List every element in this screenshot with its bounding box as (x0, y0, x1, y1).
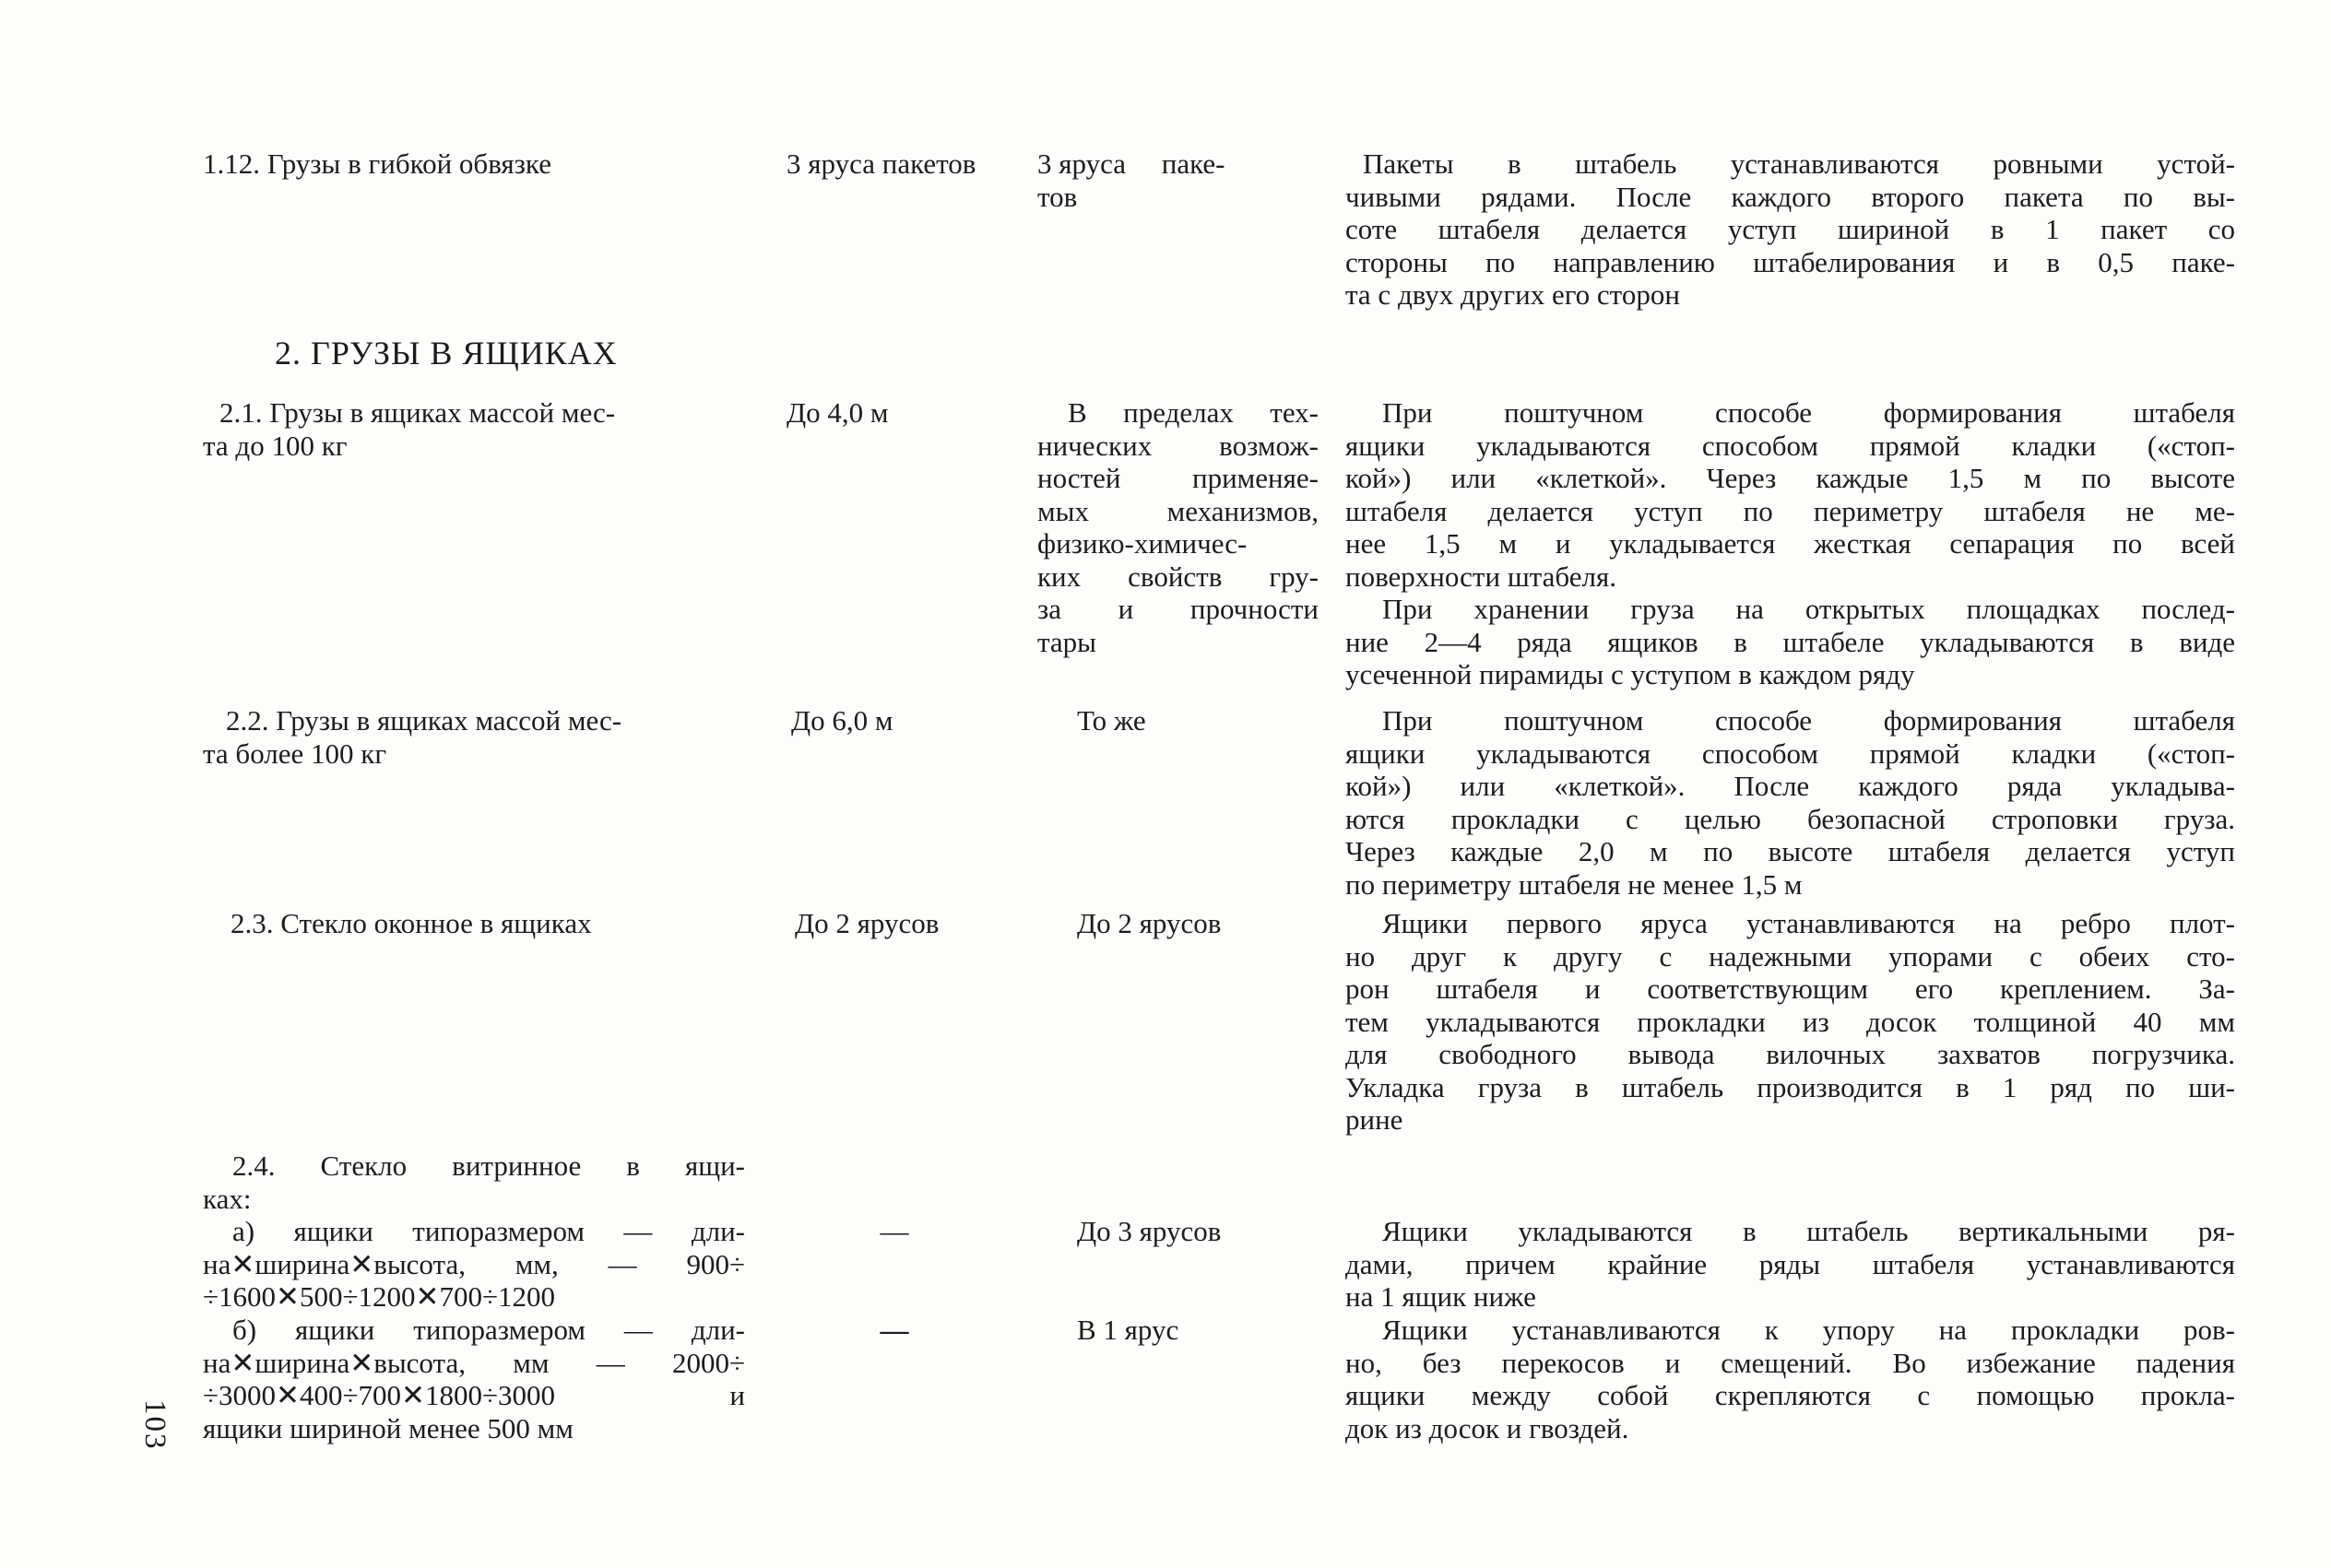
row-2-4b-stack-height-open: — (880, 1314, 909, 1346)
row-2-1-stack-height-open: До 4,0 м (787, 396, 889, 429)
row-1-12-stack-height-open: 3 яруса пакетов (787, 147, 976, 180)
row-2-3-stacking-method: Ящики первого яруса устанавливаются на ребро плот- но друг к другу с надежными упорами с обеих сто- рон штабеля и соответствующим его креплением. За- тем укладываются прокладки из досок толщиной 40 мм для свободного вывода вилочных захватов погрузчика. Укладка груза в штабель производится в 1 ряд по ши- рине (1345, 907, 2235, 1136)
row-2-1-stack-height-covered: В пределах тех- нических возмож- ностей применяе- мых механизмов, физико-химичес- ких свойств гру- за и прочности тары (1037, 396, 1319, 658)
row-2-4a-stack-height-open: — (880, 1215, 909, 1247)
row-2-4-cargo-name: 2.4. Стекло витринное в ящи- ках: (203, 1149, 745, 1215)
page-number: 103 (138, 1399, 172, 1451)
row-1-12-stacking-method: Пакеты в штабель устанавливаются ровными устой- чивыми рядами. После каждого второго пакета по вы- соте штабеля делается уступ шириной в 1 пакет со стороны по направлению штабелирования и в 0,5 паке- та с двух других его сторон (1345, 147, 2235, 311)
row-2-4a-stack-height-covered: До 3 ярусов (1077, 1215, 1222, 1247)
row-2-2-cargo-name: 2.2. Грузы в ящиках массой мес- та более 100 кг (203, 704, 622, 770)
row-2-2-stacking-method: При поштучном способе формирования штабеля ящики укладываются способом прямой кладки («стоп- кой») или «клеткой». После каждого ряда укладыва- ются прокладки с целью безопасной строповки груза. Через каждые 2,0 м по высоте штабеля делается уступ по периметру штабеля не менее 1,5 м (1345, 704, 2235, 901)
row-2-2-stack-height-open: До 6,0 м (791, 704, 893, 737)
row-2-1-cargo-name: 2.1. Грузы в ящиках массой мес- та до 100 кг (203, 396, 616, 462)
row-2-4a-stacking-method: Ящики укладываются в штабель вертикальными ря- дами, причем крайние ряды штабеля устанавливаются на 1 ящик ниже (1345, 1215, 2235, 1313)
row-2-4a-cargo-name: а) ящики типоразмером — дли- на✕ширина✕высота, мм, — 900÷ ÷1600✕500÷1200✕700÷1200 (203, 1215, 745, 1313)
row-1-12-stack-height-covered: 3 яруса паке- тов (1037, 147, 1225, 213)
row-1-12-cargo-name: 1.12. Грузы в гибкой обвязке (203, 147, 551, 180)
row-2-3-stack-height-open: До 2 ярусов (795, 907, 940, 939)
row-2-3-stack-height-covered: До 2 ярусов (1077, 907, 1222, 939)
row-2-4b-stacking-method: Ящики устанавливаются к упору на прокладки ров- но, без перекосов и смещений. Во избежание падения ящики между собой скрепляются с помощью прокла- док из досок и гвоздей. (1345, 1314, 2235, 1444)
row-2-1-stacking-method: При поштучном способе формирования штабеля ящики укладываются способом прямой кладки («стоп- кой») или «клеткой». Через каждые 1,5 м по высоте штабеля делается уступ по периметру штабеля не ме- нее 1,5 м и укладывается жесткая сепарация по всей поверхности штабеля. При хранении груза на открытых площадках послед- ние 2—4 ряда ящиков в штабеле укладываются в виде усеченной пирамиды с уступом в каждом ряду (1345, 396, 2235, 690)
row-2-3-cargo-name: 2.3. Стекло оконное в ящиках (231, 907, 592, 939)
row-2-4b-cargo-name: б) ящики типоразмером — дли- на✕ширина✕высота, мм — 2000÷ ÷3000✕400÷700✕1800÷3000 и ящики шириной менее 500 мм (203, 1314, 745, 1444)
row-2-2-stack-height-covered: То же (1077, 704, 1146, 737)
row-2-4b-stack-height-covered: В 1 ярус (1077, 1314, 1179, 1346)
section-2-heading: 2. ГРУЗЫ В ЯЩИКАХ (275, 335, 618, 371)
